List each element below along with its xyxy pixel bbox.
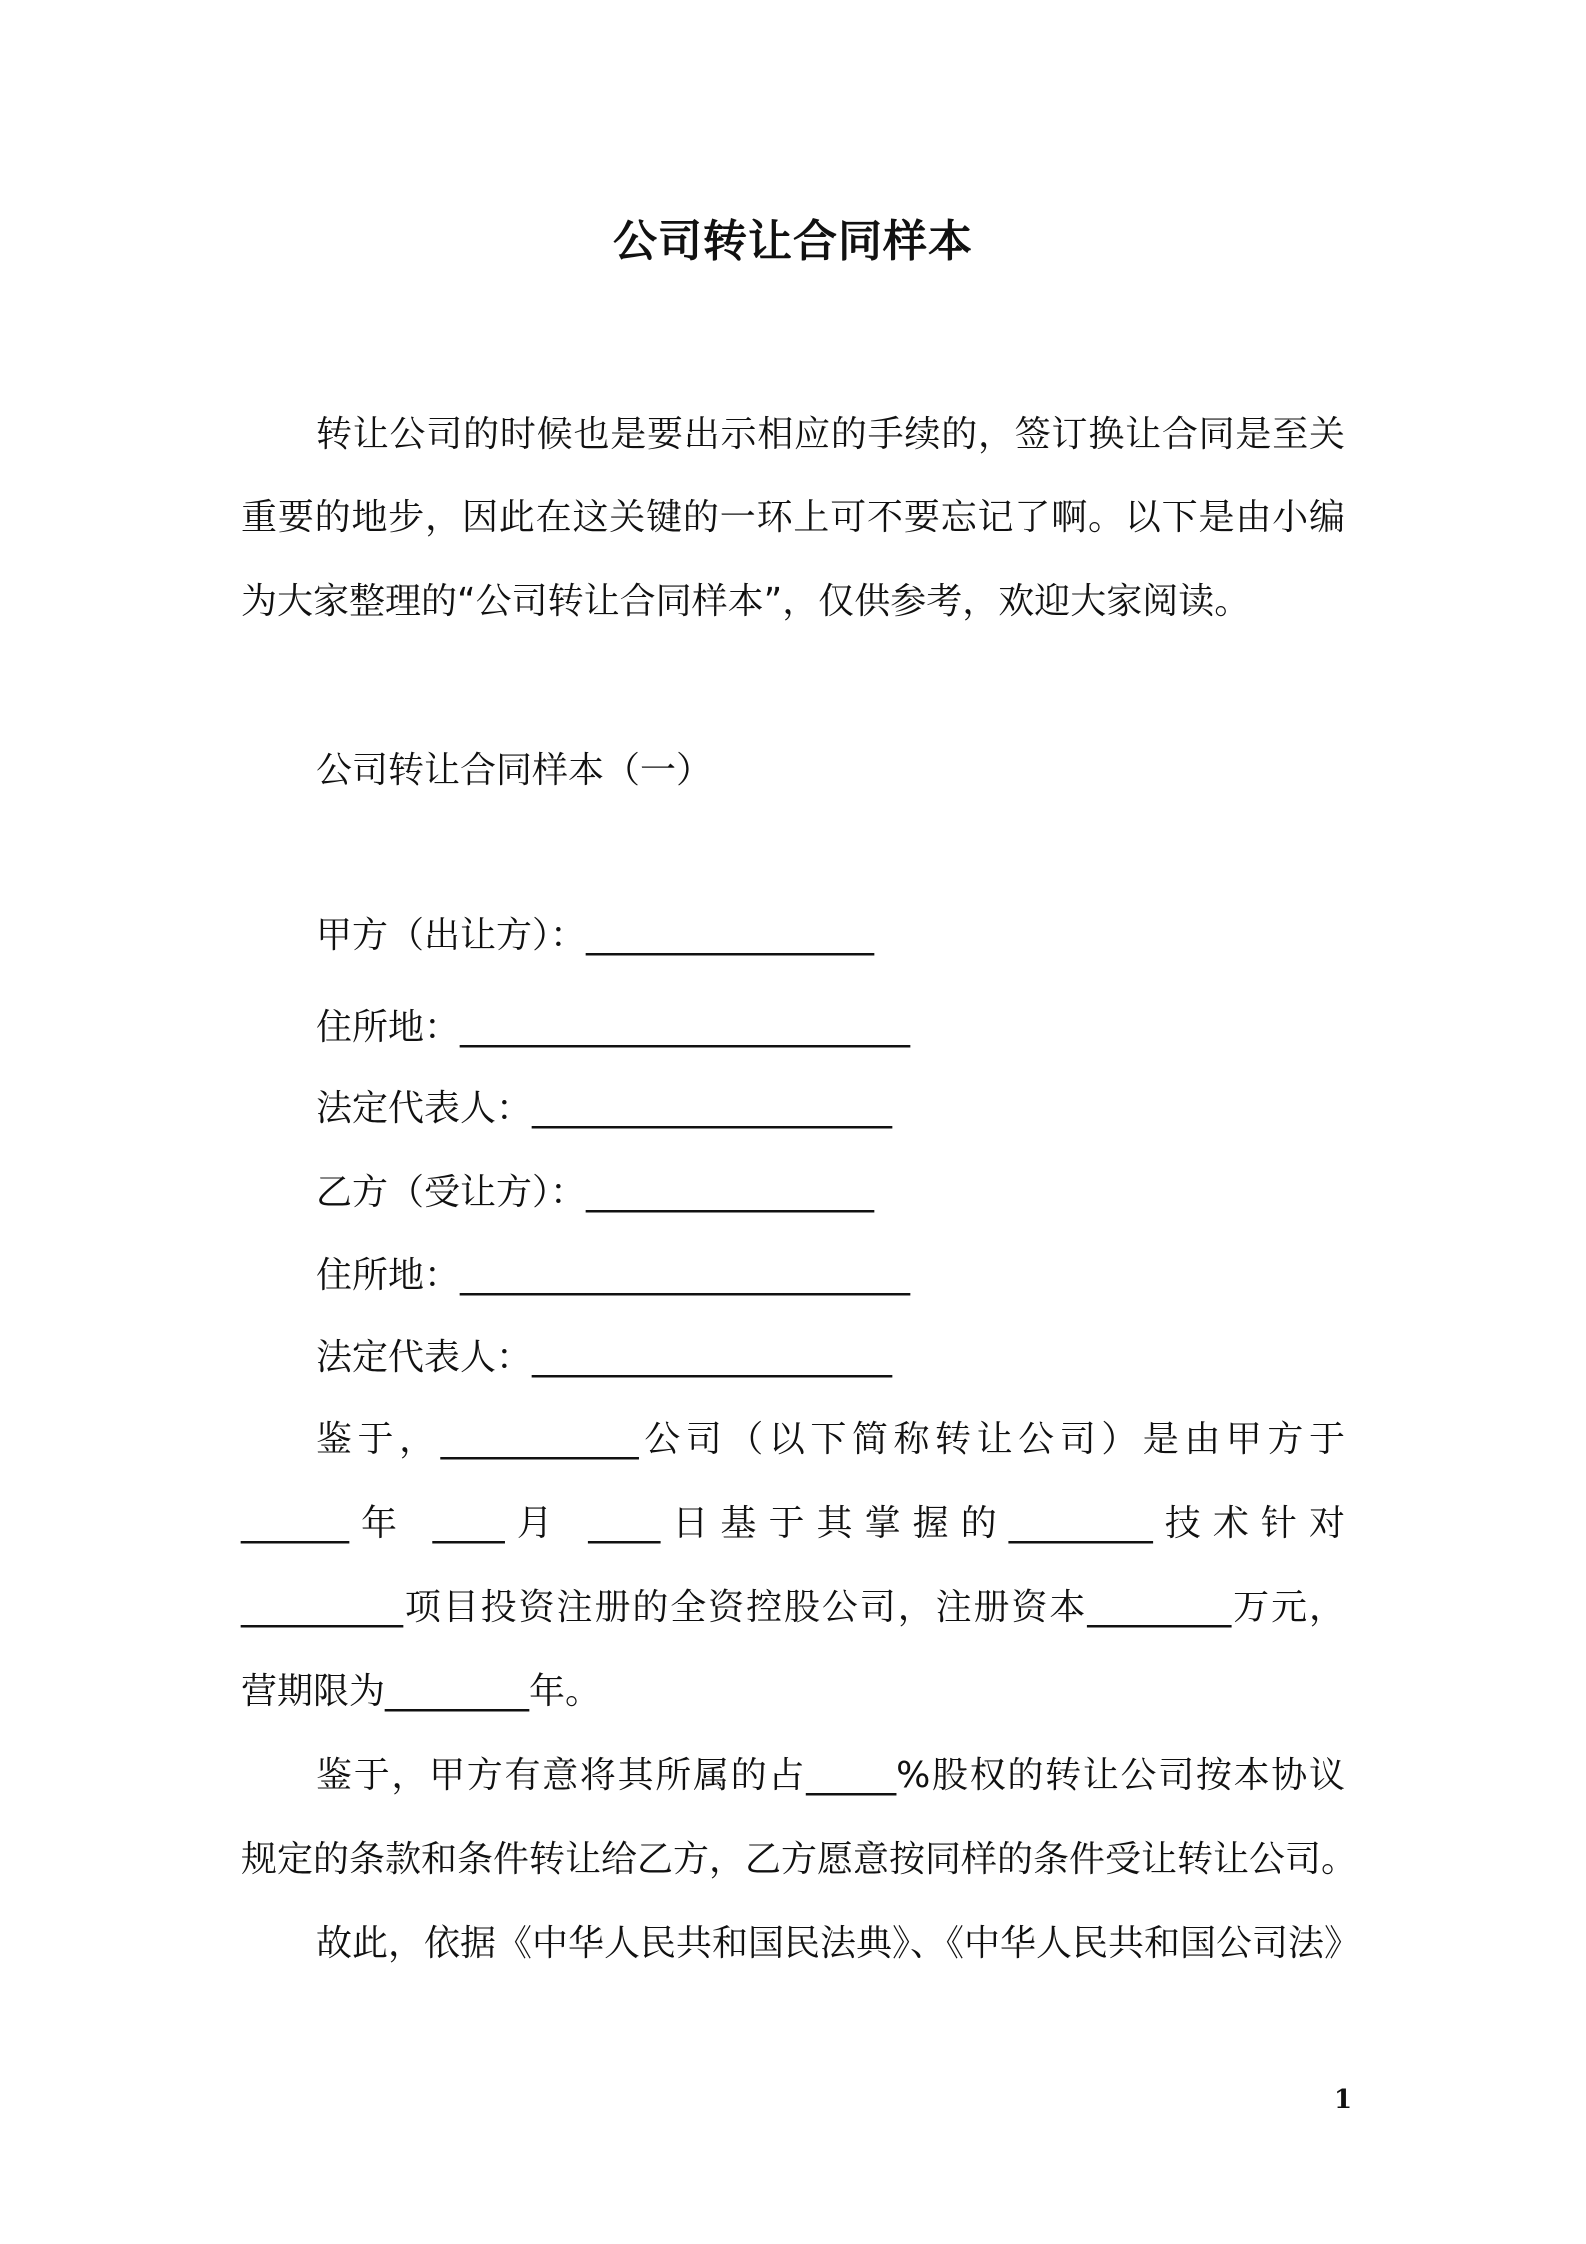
recital-line-4: 营期限为________年。: [241, 1671, 602, 1712]
document-title: 公司转让合同样本: [613, 216, 973, 267]
intro-line-3: 为大家整理的“公司转让合同样本”，仅供参考，欢迎大家阅读。: [241, 581, 1251, 622]
recital-line-7: 故此，依据《中华人民共和国民法典》、《中华人民共和国公司法》: [316, 1923, 1361, 1964]
recital-line-1: 鉴于，___________公司（以下简称转让公司）是由甲方于: [316, 1419, 1345, 1460]
party-b-field: 乙方（受让方）：________________: [316, 1172, 875, 1213]
party-a-representative-field: 法定代表人：____________________: [316, 1088, 893, 1129]
page-number: 1: [1334, 2085, 1353, 2115]
party-b-address-field: 住所地：_________________________: [316, 1255, 911, 1296]
party-a-field: 甲方（出让方）：________________: [316, 915, 875, 956]
party-a-address-field: 住所地：_________________________: [316, 1007, 911, 1048]
recital-line-6: 规定的条款和条件转让给乙方，乙方愿意按同样的条件受让转让公司。: [241, 1839, 1358, 1880]
intro-line-2: 重要的地步，因此在这关键的一环上可不要忘记了啊。以下是由小编: [241, 497, 1345, 538]
recital-line-2: ______年 ____月 ____日基于其掌握的________技术针对: [241, 1503, 1345, 1544]
party-b-representative-field: 法定代表人：____________________: [316, 1337, 893, 1378]
recital-line-3: _________项目投资注册的全资控股公司，注册资本________万元，: [241, 1587, 1345, 1628]
section-heading: 公司转让合同样本（一）: [316, 750, 713, 791]
recital-line-5: 鉴于，甲方有意将其所属的占_____%股权的转让公司按本协议: [316, 1755, 1345, 1796]
intro-line-1: 转让公司的时候也是要出示相应的手续的，签订换让合同是至关: [316, 414, 1345, 455]
